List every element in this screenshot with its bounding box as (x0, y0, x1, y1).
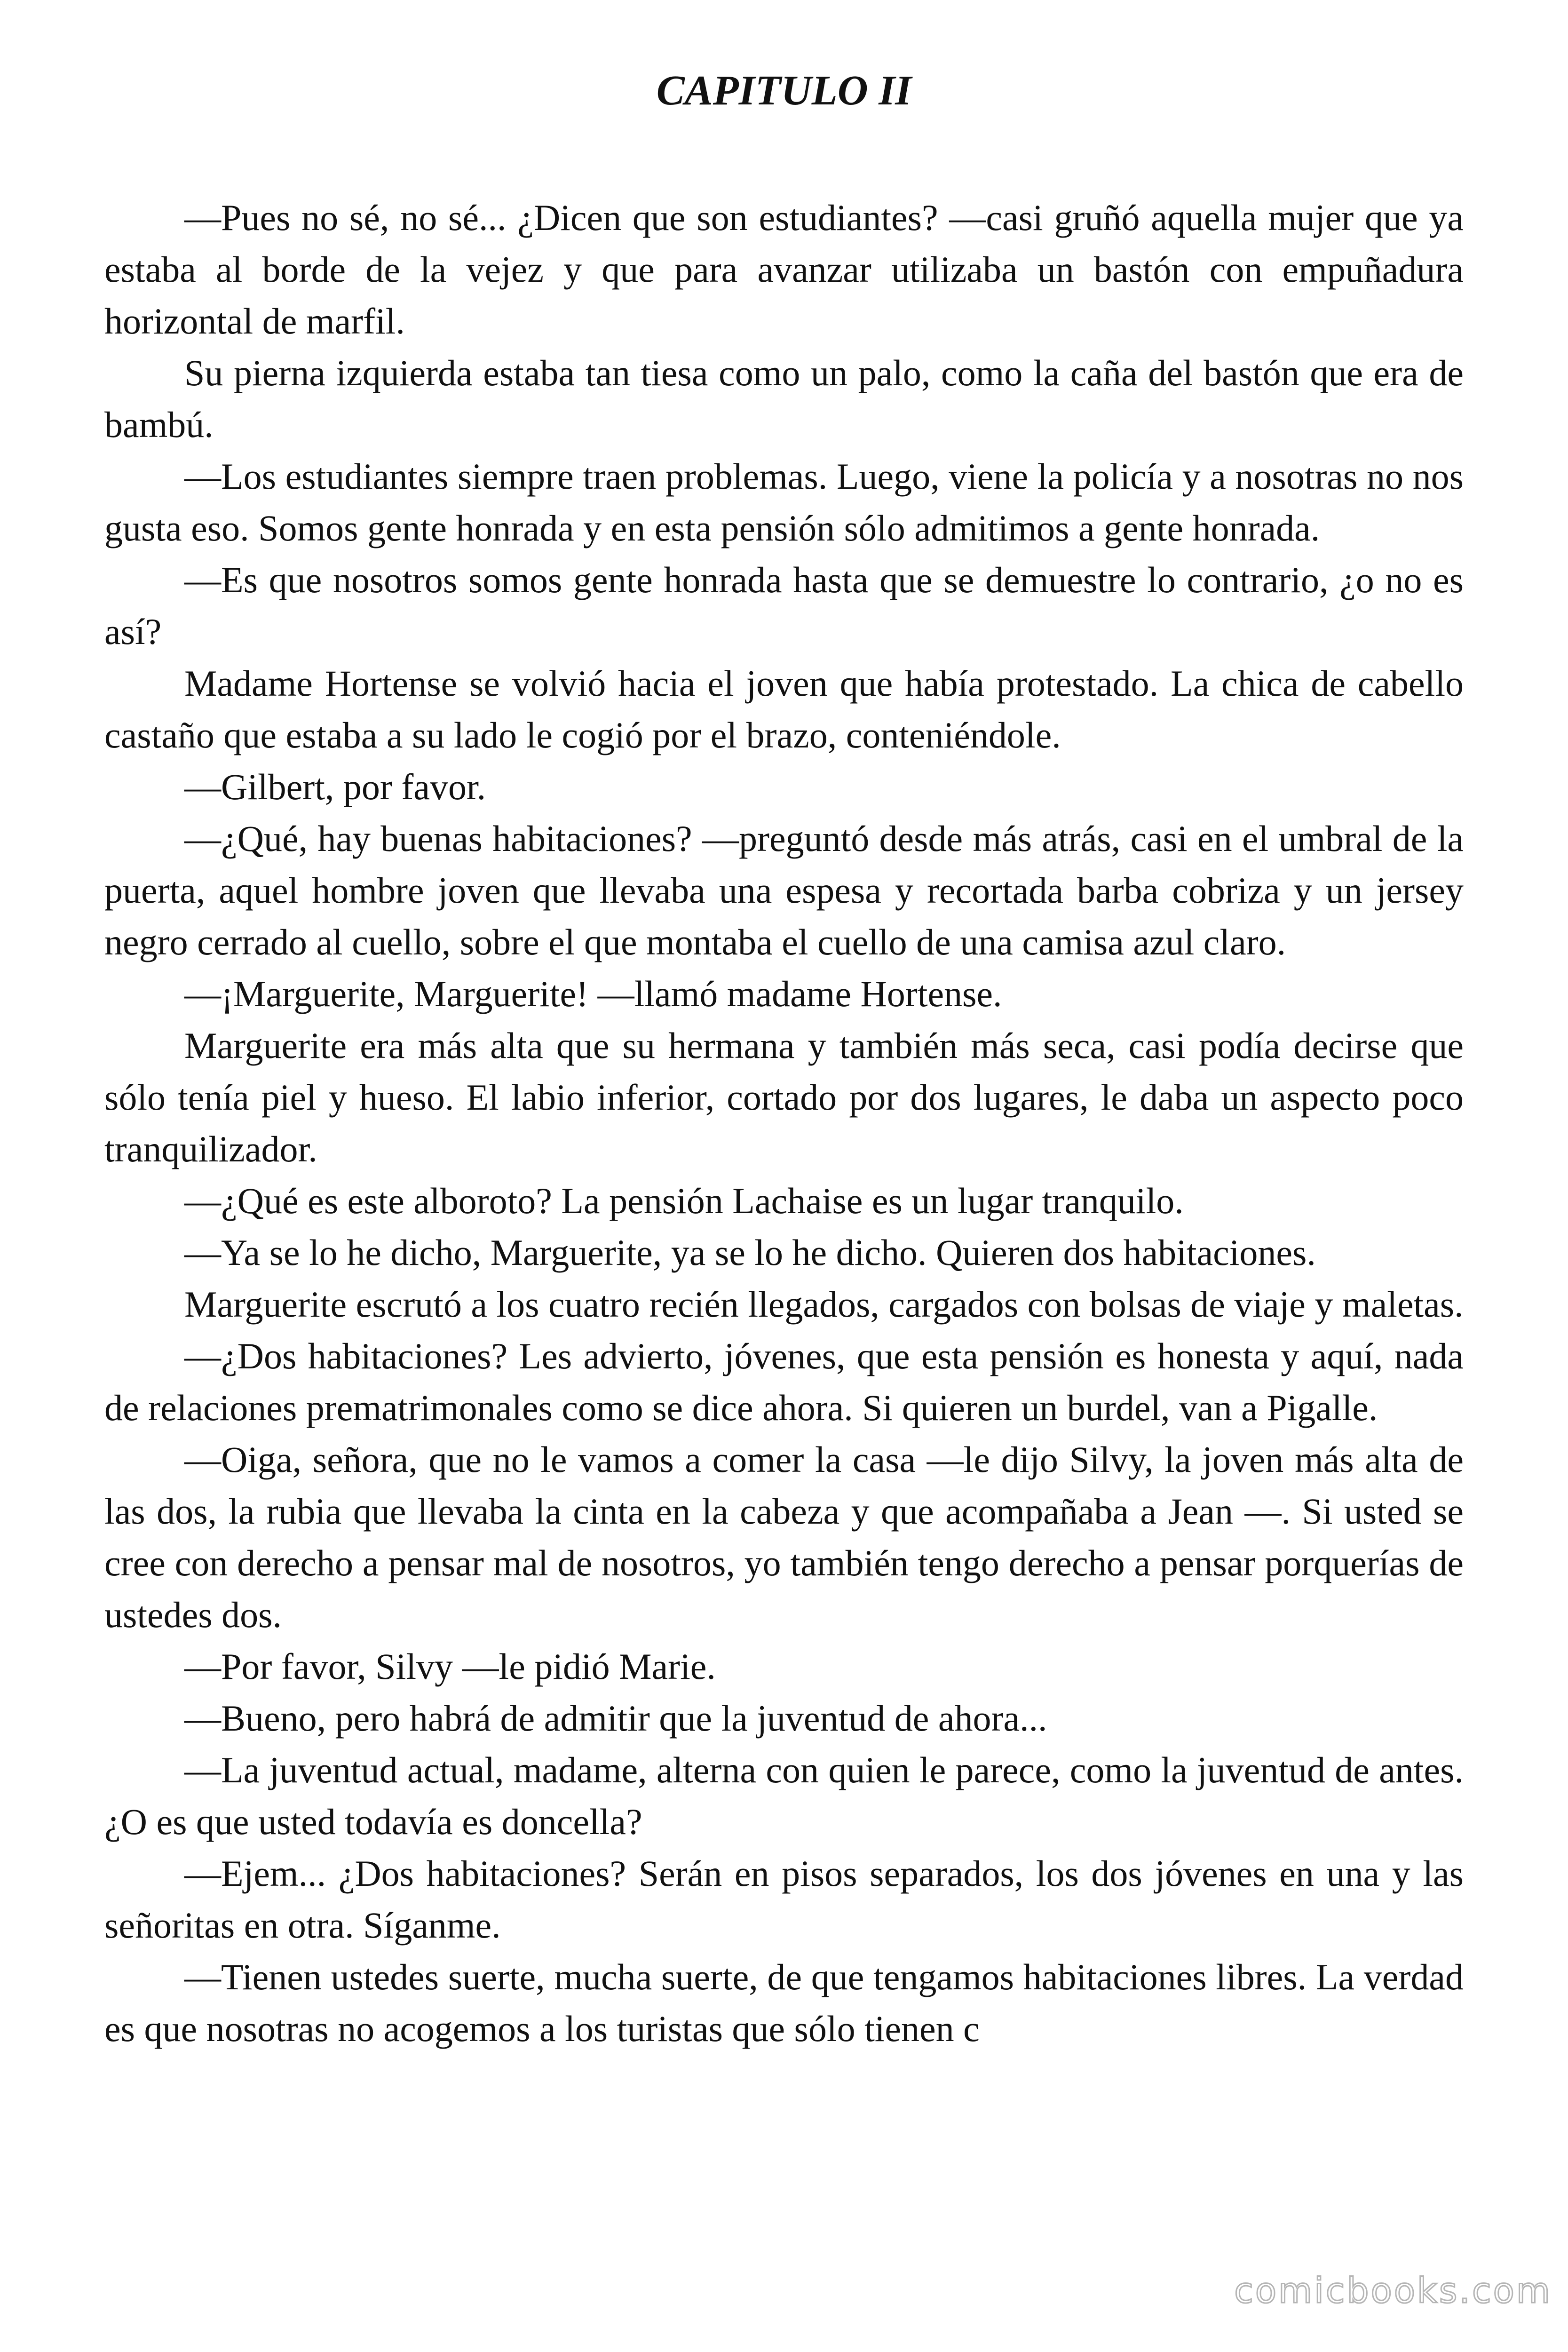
paragraph: —¡Marguerite, Marguerite! —llamó madame Hortense. (184, 973, 1002, 1014)
paragraph: —La juventud actual, madame, alterna con quien le parece, como la juventud de antes. ¿O es que usted todavía es doncella? (104, 1749, 1464, 1842)
paragraph: —Ya se lo he dicho, Marguerite, ya se lo he dicho. Quieren dos habitaciones. (184, 1232, 1316, 1273)
paragraph: —Tienen ustedes suerte, mucha suerte, de que tengamos habitaciones libres. La verdad es que nosotras no acogemos a los turistas que sólo tienen c (104, 1956, 1464, 2049)
paragraph: —Los estudiantes siempre traen problemas. Luego, viene la policía y a nosotras no nos gusta eso. Somos gente honrada y en esta pensión sólo admitimos a gente honrada. (104, 456, 1464, 548)
paragraph: —Bueno, pero habrá de admitir que la juventud de ahora... (184, 1698, 1047, 1739)
chapter-title: CAPITULO II (656, 67, 912, 114)
paragraph: —Es que nosotros somos gente honrada hasta que se demuestre lo contrario, ¿o no es así? (104, 559, 1464, 652)
paragraph: Marguerite era más alta que su hermana y también más seca, casi podía decirse que sólo tenía piel y hueso. El labio inferior, cortado por dos lugares, le daba un aspecto poco tranquilizador. (104, 1025, 1464, 1169)
paragraph: —¿Qué, hay buenas habitaciones? —preguntó desde más atrás, casi en el umbral de la puerta, aquel hombre joven que llevaba una espesa y recortada barba cobriza y un jersey negro cerrado al cuello, sobre el que montaba el cuello de una camisa azul claro. (104, 818, 1464, 962)
paragraph: Su pierna izquierda estaba tan tiesa como un palo, como la caña del bastón que era de bambú. (104, 352, 1464, 445)
paragraph: Marguerite escrutó a los cuatro recién llegados, cargados con bolsas de viaje y maletas. (184, 1284, 1464, 1325)
paragraph: —Por favor, Silvy —le pidió Marie. (184, 1646, 716, 1687)
paragraph: —Pues no sé, no sé... ¿Dicen que son estudiantes? —casi gruñó aquella mujer que ya estaba al borde de la vejez y que para avanzar utilizaba un bastón con empuñadura horizontal de marfil. (104, 197, 1464, 342)
paragraph: —Ejem... ¿Dos habitaciones? Serán en pisos separados, los dos jóvenes en una y las señoritas en otra. Síganme. (104, 1853, 1464, 1946)
paragraph: —Gilbert, por favor. (184, 766, 486, 807)
watermark: comicbooks.com (1234, 2271, 1552, 2311)
paragraph: Madame Hortense se volvió hacia el joven que había protestado. La chica de cabello castaño que estaba a su lado le cogió por el brazo, conteniéndole. (104, 663, 1464, 755)
paragraph: —Oiga, señora, que no le vamos a comer la casa —le dijo Silvy, la joven más alta de las dos, la rubia que llevaba la cinta en la cabeza y que acompañaba a Jean —. Si usted se cree con derecho a pensar mal de nosotros, yo también tengo derecho a pensar porquerías de ustedes dos. (104, 1439, 1464, 1635)
paragraph: —¿Qué es este alboroto? La pensión Lachaise es un lugar tranquilo. (184, 1180, 1184, 1221)
paragraph: —¿Dos habitaciones? Les advierto, jóvenes, que esta pensión es honesta y aquí, nada de relaciones prematrimonales como se dice ahora. Si quieren un burdel, van a Pigalle. (104, 1335, 1464, 1428)
body-text (104, 192, 1464, 2055)
